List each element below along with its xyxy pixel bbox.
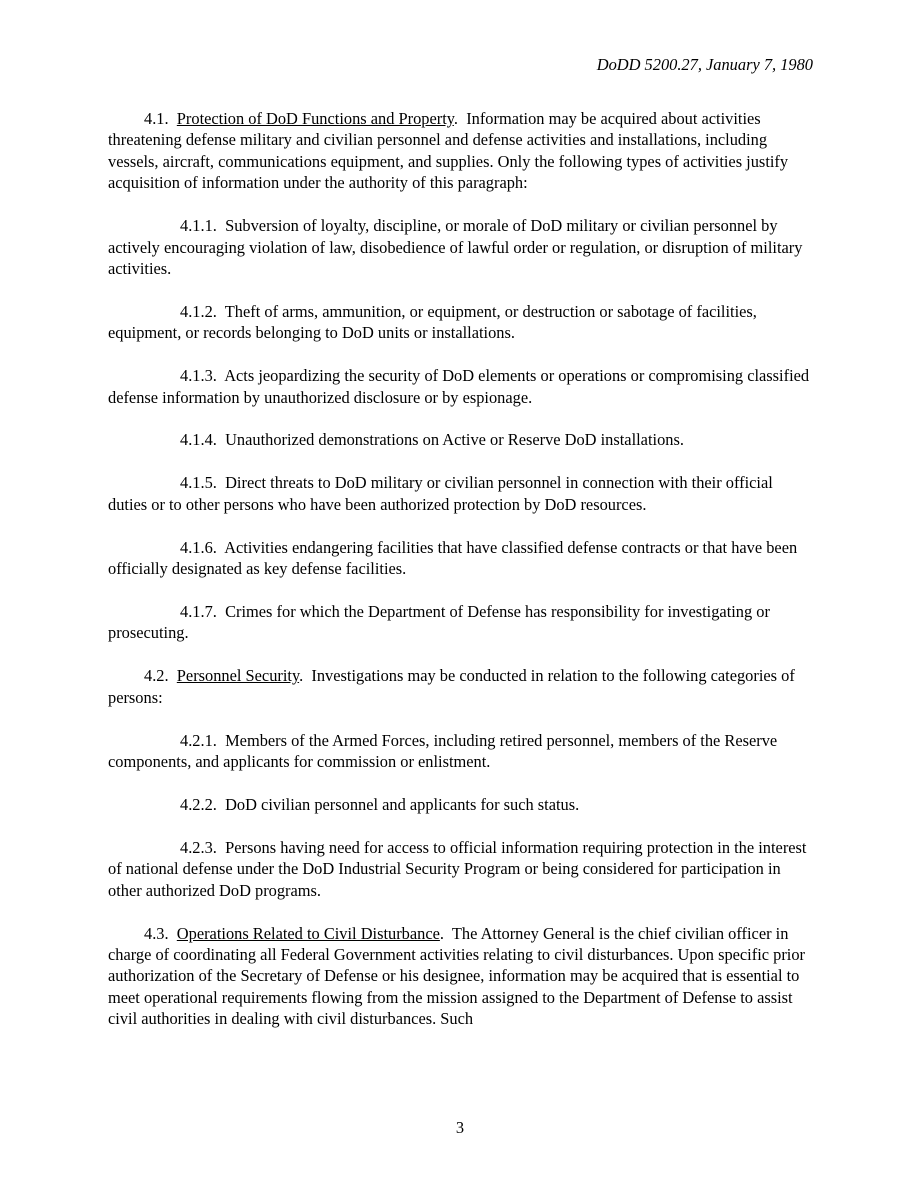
section-number: 4.1. xyxy=(144,109,169,128)
item-4-2-2 xyxy=(108,794,813,815)
item-number: 4.2.1. xyxy=(180,730,217,750)
document-body xyxy=(108,108,813,1051)
section-4-2: 4.2. Personnel Security. Investigations may be conducted in relation to the following categories of persons: xyxy=(108,666,795,707)
item-4-2-1 xyxy=(108,730,813,773)
section-text: Information may be acquired about activities threatening defense military and civilian personnel and defense activities and installations, including vessels, aircraft, communications equipment, and supplies. Only the following types of activities justify acquisition of information under the authority of this paragraph: xyxy=(108,109,789,193)
item-4-1-5 xyxy=(108,472,813,515)
item-text: Members of the Armed Forces, including retired personnel, members of the Reserve components, and applicants for commission or enlistment. xyxy=(108,730,778,772)
item-number: 4.1.6. xyxy=(180,537,217,557)
item-4-2-3 xyxy=(108,837,813,901)
section-number: 4.3. xyxy=(144,923,169,943)
item-text: Acts jeopardizing the security of DoD elements or operations or compromising classified defense information by unauthorized disclosure or by espionage. xyxy=(108,366,810,407)
section-text: Investigations may be conducted in relation to the following categories of persons: xyxy=(108,666,795,707)
item-text: Subversion of loyalty, discipline, or morale of DoD military or civilian personnel by actively encouraging violation of law, disobedience of lawful order or regulation, or disruption of military activities. xyxy=(108,216,803,278)
item-number: 4.2.3. xyxy=(180,837,217,857)
item-text: Direct threats to DoD military or civilian personnel in connection with their official duties or to other persons who have been authorized protection by DoD resources. xyxy=(108,473,773,514)
section-4-1: 4.1. Protection of DoD Functions and Property. Information may be acquired about activities threatening defense military and civilian personnel and defense activities and installations, including vessels, aircraft, communications equipment, and supplies. Only the following types of activities justify acquisition of information under the authority of this paragraph: xyxy=(108,109,789,193)
item-4-1-3 xyxy=(108,365,813,408)
document-reference-header: DoDD 5200.27, January 7, 1980 xyxy=(596,55,813,74)
item-number: 4.1.7. xyxy=(180,602,217,621)
page-number: 3 xyxy=(455,1118,465,1137)
section-number: 4.2. xyxy=(144,666,169,686)
section-4-3: 4.3. Operations Related to Civil Disturbance. The Attorney General is the chief civilian officer in charge of coordinating all Federal Government activities relating to civil disturbances. Upon specific prior authorization of the Secretary of Defense or his designee, information may be acquired that is essential to meet operational requirements flowing from the mission assigned to the Department of Defense to assist civil authorities in dealing with civil disturbances. Such xyxy=(108,923,805,1029)
item-text: Unauthorized demonstrations on Active or Reserve DoD installations. xyxy=(225,430,684,450)
item-text: Theft of arms, ammunition, or equipment, or destruction or sabotage of facilities, equipment, or records belonging to DoD units or installations. xyxy=(108,301,757,343)
item-number: 4.1.3. xyxy=(180,366,217,386)
item-4-1-7 xyxy=(108,601,813,644)
item-number: 4.1.2. xyxy=(180,301,217,321)
item-4-1-4 xyxy=(108,429,813,450)
section-title: Protection of DoD Functions and Property xyxy=(176,109,454,128)
item-number: 4.1.5. xyxy=(180,473,217,493)
item-number: 4.1.4. xyxy=(180,430,217,450)
item-4-1-6 xyxy=(108,537,813,580)
item-text: Activities endangering facilities that have classified defense contracts or that have been officially designated as key defense facilities. xyxy=(108,537,798,579)
item-text: Crimes for which the Department of Defense has responsibility for investigating or prosecuting. xyxy=(108,602,770,643)
section-title: Operations Related to Civil Disturbance xyxy=(176,923,440,943)
section-text: The Attorney General is the chief civilian officer in charge of coordinating all Federal Government activities relating to civil disturbances. Upon specific prior authorization of the Secretary of Defense or his designee, information may be acquired that is essential to meet operational requirements flowing from the mission assigned to the Department of Defense to assist civil authorities in dealing with civil disturbances. Such xyxy=(108,923,805,1029)
item-text: DoD civilian personnel and applicants for such status. xyxy=(225,794,580,814)
item-number: 4.2.2. xyxy=(180,794,217,814)
item-4-1-1 xyxy=(108,215,813,279)
item-4-1-2 xyxy=(108,301,813,344)
section-title: Personnel Security xyxy=(176,666,300,686)
item-text: Persons having need for access to official information requiring protection in the interest of national defense under the DoD Industrial Security Program or being considered for participation in other authorized DoD programs. xyxy=(108,837,807,900)
item-number: 4.1.1. xyxy=(180,216,217,236)
